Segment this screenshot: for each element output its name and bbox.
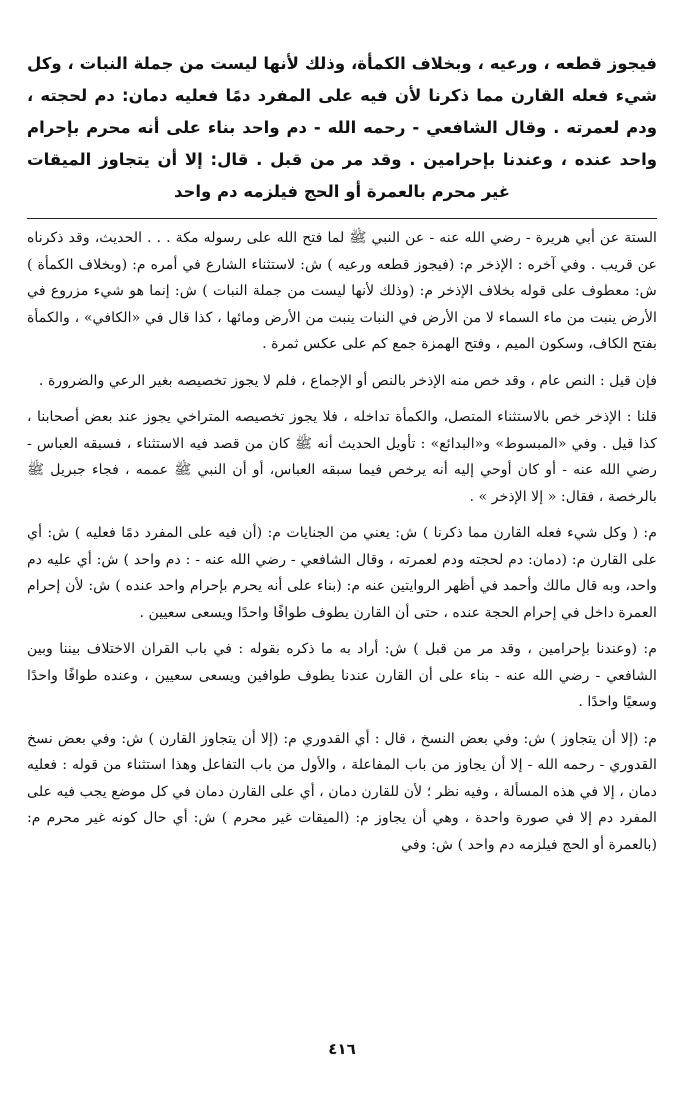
matn-text: فيجوز قطعه ، ورعيه ، وبخلاف الكمأة، وذلك لأنها ليست من جملة النبات ، وكل شيء فعله القارن مما ذكرنا لأن فيه على المفرد دمًا فعليه دمان: دم لحجته ، ودم لعمرته . وقال الشافعي - رحمه الله - دم واحد بناء على أنه محرم بإحرام واحد عنده ، وعندنا بإحرامين . وقد مر من قبل . قال: إلا أن يتجاوز الميقات غير محرم بالعمرة أو الحج فيلزمه دم واحد [27, 54, 657, 201]
page-number: ٤١٦ [328, 1040, 356, 1058]
commentary-paragraph: م: (إلا أن يتجاوز ) ش: وفي بعض النسخ ، قال : أي القدوري م: (إلا أن يتجاوز القارن ) ش: وفي بعض نسخ القدوري - رحمه الله - إلا أن يجاوز من باب المفاعلة ، والأول من باب التفاعل وهذا استثناء من قوله : فعليه دمان ، إلا في هذه المسألة ، وفيه نظر ؛ لأن للقارن دمان ، أي على القارن دمان في كل موضع يجب فيه على المفرد دم إلا في صورة واحدة ، وهي أن يجاوز م: (الميقات غير محرم ) ش: أي حال كونه غير محرم م: (بالعمرة أو الحج فيلزمه دم واحد ) ش: وفي [27, 730, 657, 853]
commentary-paragraph: م: (وعندنا بإحرامين ، وقد مر من قبل ) ش: أراد به ما ذكره بقوله : في باب القران الاختلاف بيننا وبين الشافعي - رضي الله عنه - بناء على أن القارن عندنا يطوف طوافين ويسعى سعيين ، وعنده طوافًا واحدًا وسعيًا واحدًا . [27, 641, 657, 710]
commentary [27, 225, 657, 858]
commentary-paragraph: م: ( وكل شيء فعله القارن مما ذكرنا ) ش: يعني من الجنايات م: (أن فيه على المفرد دمًا فعليه ) ش: أي على القارن م: (دمان: دم لحجته ودم لعمرته ، وقال الشافعي - رضي الله عنه - : دم واحد ) ش: أي عليه دم واحد، وبه قال مالك وأحمد في أظهر الروايتين عنه م: (بناء على أنه يحرم بإحرام واحد عنده ) ش: لأن إحرام العمرة داخل في إحرام الحجة عنده ، حتى أن القارن يطوف طوافًا واحدًا ويسعى سعيين . [27, 525, 657, 621]
separator-rule [27, 218, 657, 219]
commentary-paragraph: قلنا : الإذخر خص بالاستثناء المتصل، والكمأة تداخله ، فلا يجوز تخصيصه المتراخي يجوز عند بعض أصحابنا ، كذا قيل . وفي «المبسوط» و«البدائع» : تأويل الحديث أنه ﷺ كان من قصد فيه الاستثناء ، فسبقه العباس - رضي الله عنه - أو كان أوحي إليه أنه يرخص فيما سبقه العباس، أو أن النبي ﷺ عممه ، فجاء جبريل ﷺ بالرخصة ، فقال: « إلا الإذخر » . [27, 409, 657, 505]
commentary-paragraph: الستة عن أبي هريرة - رضي الله عنه - عن النبي ﷺ لما فتح الله على رسوله مكة . . . الحديث، وقد ذكرناه عن قريب . وفي آخره : الإذخر م: (فيجوز قطعه ورعيه ) ش: لاستثناء الشارع في أمره م: (وبخلاف الكمأة ) ش: معطوف على قوله بخلاف الإذخر م: (وذلك لأنها ليست من جملة النبات ) ش: إنما هو شيء مزروع في الأرض ينبت من ماء السماء لا من الأرض في النبات ينبت من الأرض ومائها ، كذا قال في «الكافي» ، والكمأة بفتح الكاف، وسكون الميم ، وفتح الهمزة جمع كم على عكس ثمرة . [27, 230, 657, 352]
page-content [27, 48, 657, 858]
commentary-paragraph: فإن قيل : النص عام ، وقد خص منه الإذخر بالنص أو الإجماع ، فلم لا يجوز تخصيصه بغير الرعي والضرورة . [38, 372, 657, 389]
